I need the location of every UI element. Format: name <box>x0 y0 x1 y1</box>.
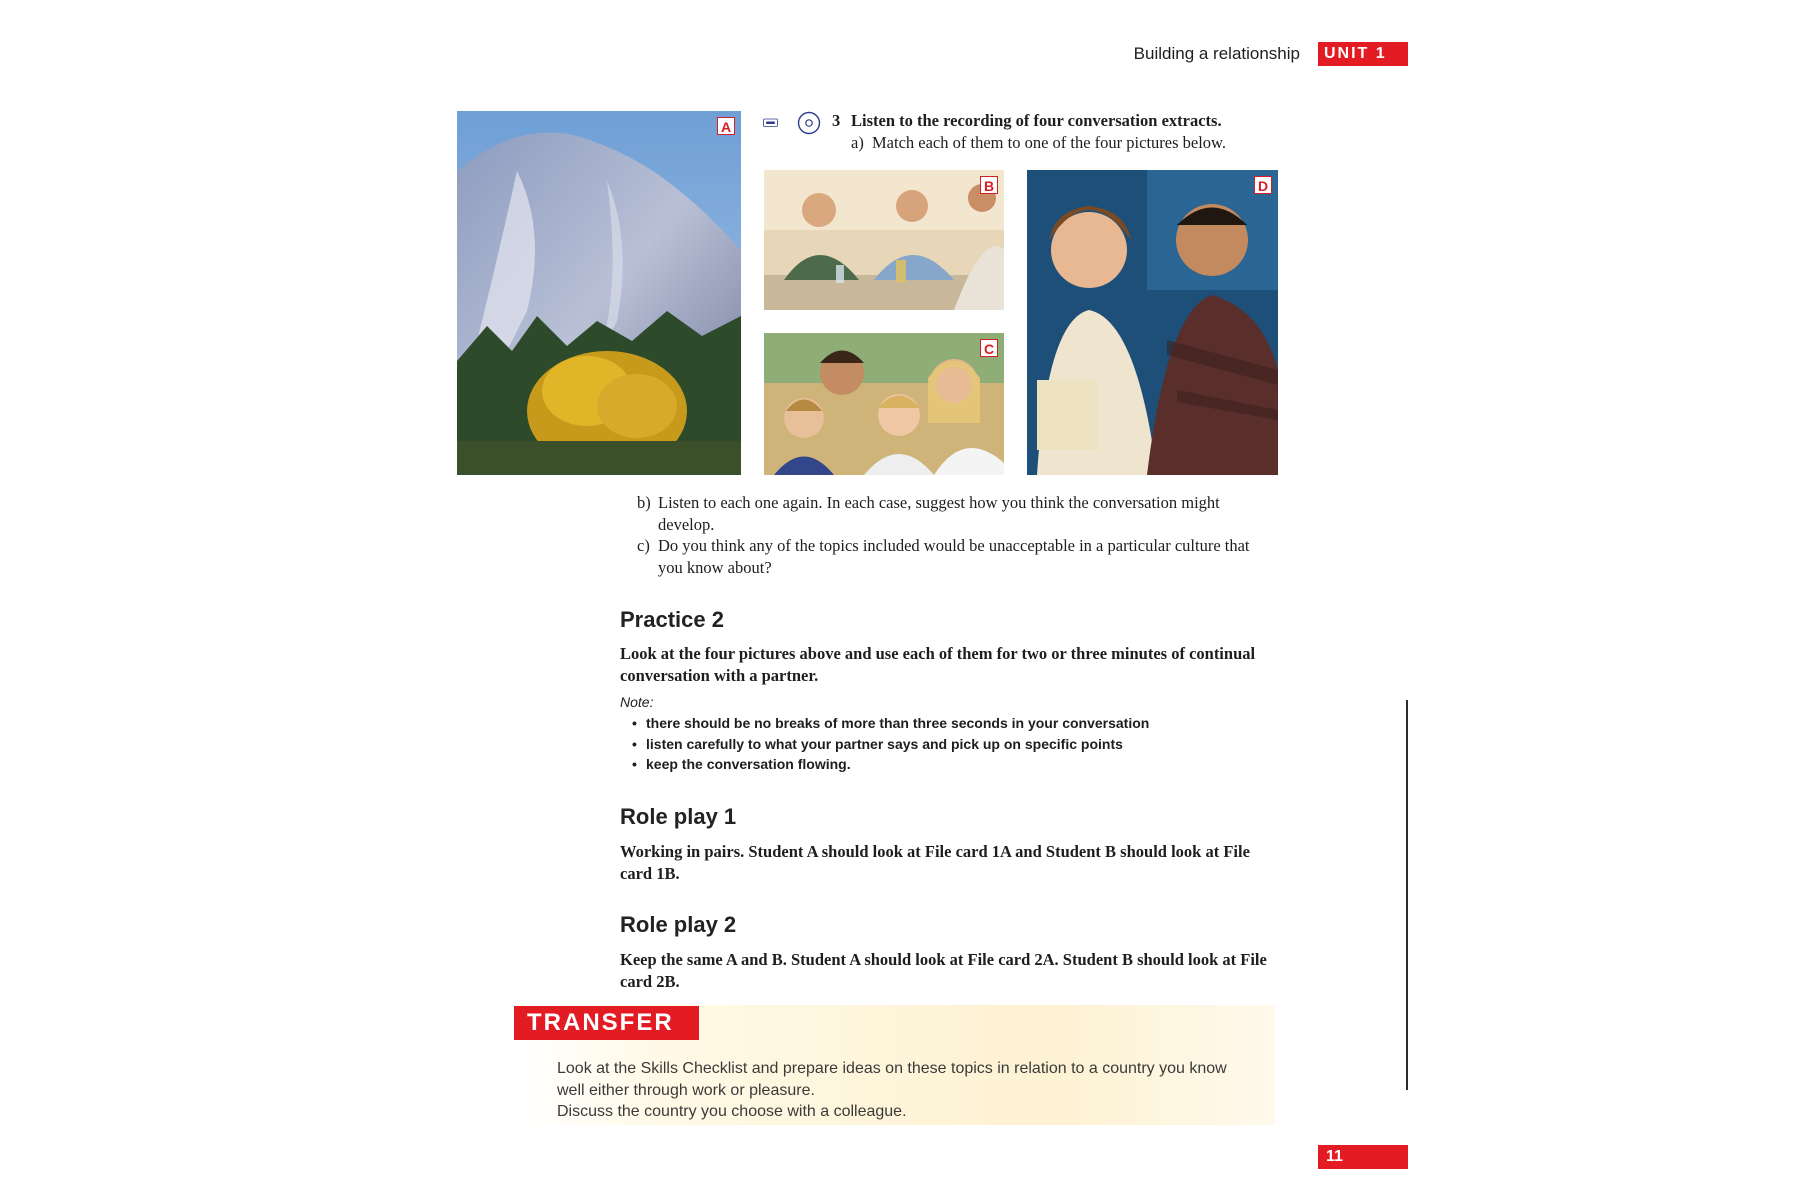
exercise-number: 3 <box>832 111 841 130</box>
bullet-dot: • <box>632 735 637 752</box>
family-portrait-illustration <box>764 333 1004 475</box>
item-label: c) <box>637 536 650 555</box>
unit-label: UNIT 1 <box>1318 42 1408 66</box>
media-icons <box>763 112 823 134</box>
exercise-title: Listen to the recording of four conversation extracts. <box>851 111 1222 130</box>
exercise-item-b <box>637 492 1257 536</box>
bullet-item <box>632 754 1272 775</box>
photo-label-b: B <box>980 176 998 194</box>
photo-a <box>457 111 741 475</box>
running-head: Building a relationship <box>1133 44 1300 63</box>
transfer-line: Look at the Skills Checklist and prepare ideas on these topics in relation to a country you know well either through work or pleasure. <box>557 1060 1227 1099</box>
note-label: Note: <box>620 694 654 710</box>
item-text: Do you think any of the topics included would be unacceptable in a particular culture that you know about? <box>658 536 1250 577</box>
bullet-dot: • <box>632 715 637 731</box>
photo-label-a: A <box>717 117 735 135</box>
mountain-landscape-illustration <box>457 111 741 475</box>
photo-b <box>764 170 1004 310</box>
men-at-table-illustration <box>764 170 1004 310</box>
two-people-talking-illustration <box>1027 170 1278 475</box>
page-number: 11 <box>1318 1145 1408 1169</box>
bullet-text: listen carefully to what your partner says and pick up on specific points <box>646 735 1123 752</box>
note-bullets <box>632 713 1272 775</box>
transfer-text <box>557 1058 1257 1123</box>
bullet-dot: • <box>632 756 637 772</box>
cassette-icon <box>763 112 793 134</box>
transfer-line: Discuss the country you choose with a colleague. <box>557 1103 907 1120</box>
exercise-item-a <box>851 132 1291 154</box>
item-label: b) <box>637 493 651 512</box>
photo-label-c: C <box>980 339 998 357</box>
item-text: Match each of them to one of the four pictures below. <box>872 133 1227 152</box>
roleplay1-heading: Role play 1 <box>620 804 737 829</box>
margin-rule <box>1406 700 1408 1090</box>
photo-c <box>764 333 1004 475</box>
transfer-tab: TRANSFER <box>514 1006 699 1040</box>
photo-d <box>1027 170 1278 475</box>
item-text: Listen to each one again. In each case, suggest how you think the conversation might develop. <box>658 493 1220 534</box>
bullet-text: keep the conversation flowing. <box>646 756 851 772</box>
roleplay2-body: Keep the same A and B. Student A should look at File card 2A. Student B should look at File card 2B. <box>620 950 1267 991</box>
bullet-text: there should be no breaks of more than three seconds in your conversation <box>646 715 1150 731</box>
bullet-item <box>632 734 1272 755</box>
roleplay2-heading: Role play 2 <box>620 912 737 937</box>
item-label: a) <box>851 133 864 152</box>
practice2-heading: Practice 2 <box>620 607 724 632</box>
photo-label-d: D <box>1254 176 1272 194</box>
exercise-item-c <box>637 535 1257 579</box>
bullet-item <box>632 713 1272 734</box>
practice2-body: Look at the four pictures above and use each of them for two or three minutes of continual conversation with a partner. <box>620 644 1256 685</box>
cd-icon <box>797 111 821 135</box>
roleplay1-body: Working in pairs. Student A should look at File card 1A and Student B should look at File card 1B. <box>620 842 1250 883</box>
